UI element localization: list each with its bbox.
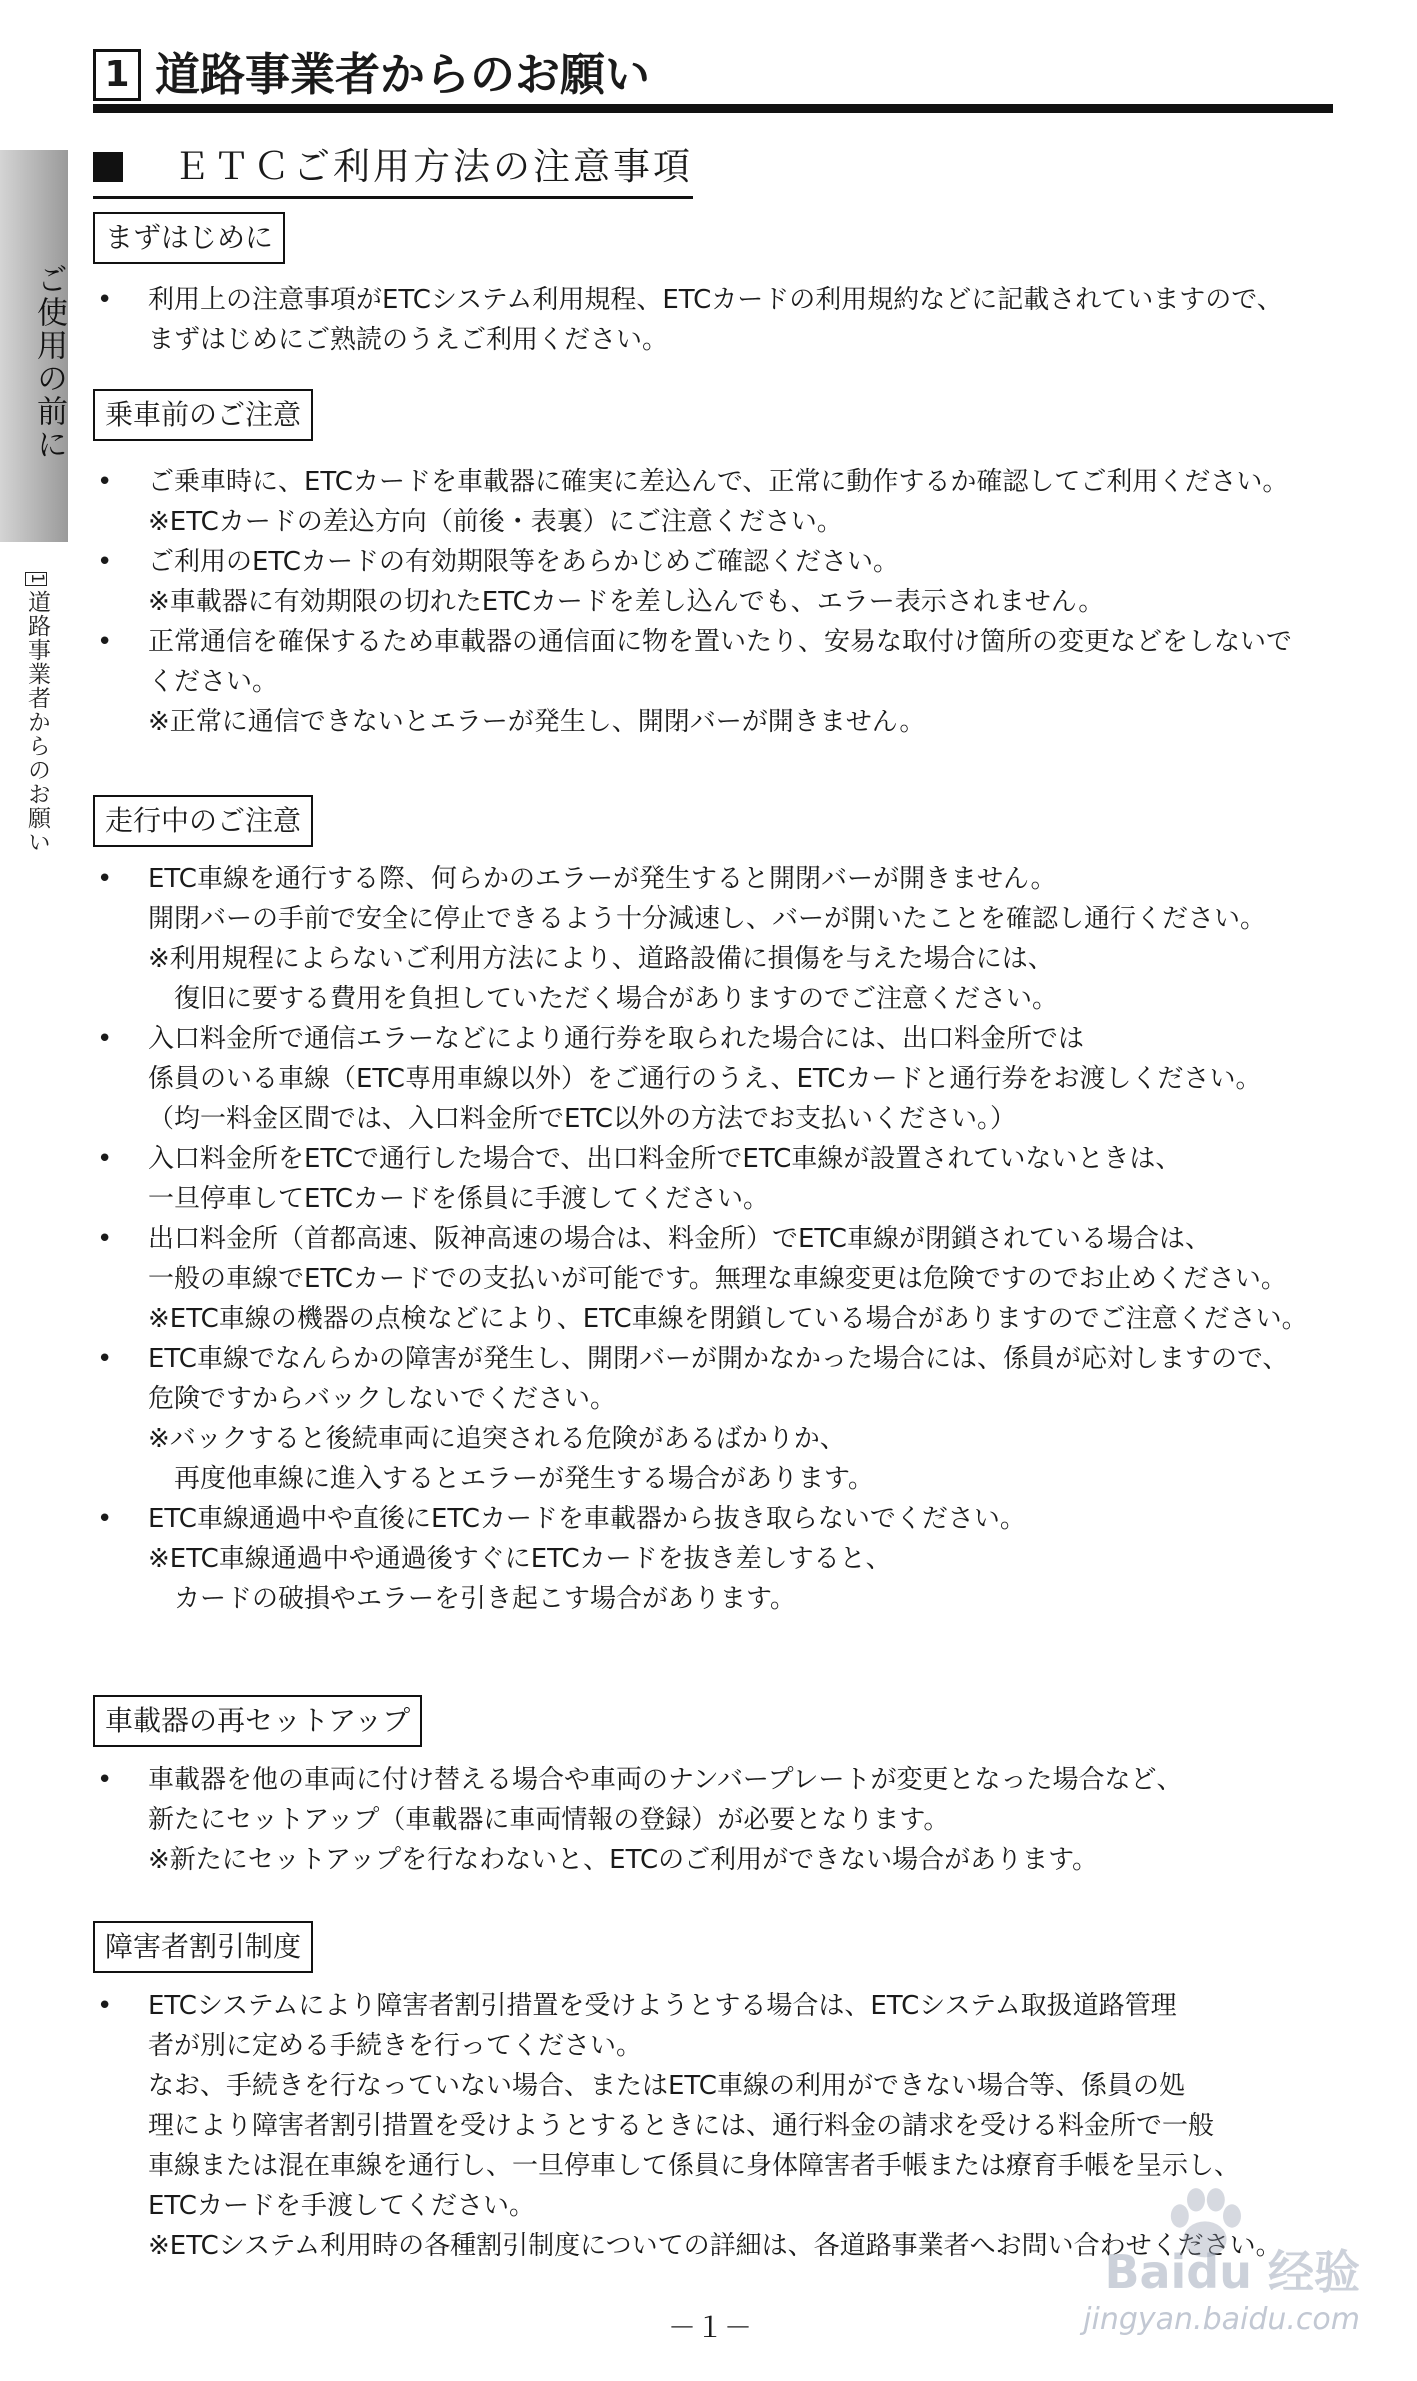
list-item: • 利用上の注意事項がETCシステム利用規程、ETCカードの利用規約などに記載されていますので、 まずはじめにご熟読のうえご利用ください。 (93, 280, 1343, 360)
title-text: 道路事業者からのお願い (155, 48, 651, 101)
list-while-driving (93, 859, 1343, 1619)
side-sub-label (18, 572, 52, 892)
list-item: • ご乗車時に、ETCカードを車載器に確実に差込んで、正常に動作するか確認してご利用ください。 ※ETCカードの差込方向（前後・表裏）にご注意ください。 (93, 462, 1343, 542)
list-item: • 入口料金所で通信エラーなどにより通行券を取られた場合には、出口料金所では 係員のいる車線（ETC専用車線以外）をご通行のうえ、ETCカードと通行券をお渡しください。 （均一料金区間では、入口料金所でETC以外の方法でお支払いください。） (93, 1019, 1343, 1139)
box-heading-first: まずはじめに (93, 212, 285, 264)
list-resetup (93, 1760, 1343, 1880)
list-item: • ETC車線通過中や直後にETCカードを車載器から抜き取らないでください。 ※ETC車線通過中や通過後すぐにETCカードを抜き差しすると、 カードの破損やエラーを引き起こす場合があります。 (93, 1499, 1343, 1619)
square-bullet-icon (93, 152, 123, 182)
watermark-brand: Baidu 经验 (1104, 2245, 1360, 2299)
side-sub-text: 道路事業者からのお願い (24, 589, 50, 854)
section-heading-text: ＥＴＣご利用方法の注意事項 (173, 145, 693, 188)
side-sub-number: 1 (27, 573, 47, 585)
list-item: • ETC車線でなんらかの障害が発生し、開閉バーが開かなかった場合には、係員が応対しますので、 危険ですからバックしないでください。 ※バックすると後続車両に追突される危険があるばかりか、 再度他車線に進入するとエラーが発生する場合があります。 (93, 1339, 1343, 1499)
list-before-riding (93, 462, 1343, 742)
list-first (93, 280, 1343, 360)
section-heading (93, 142, 693, 199)
box-heading-before-riding: 乗車前のご注意 (93, 389, 313, 441)
list-item: • ご利用のETCカードの有効期限等をあらかじめご確認ください。 ※車載器に有効期限の切れたETCカードを差し込んでも、エラー表示されません。 (93, 542, 1343, 622)
list-item: • 正常通信を確保するため車載器の通信面に物を置いたり、安易な取付け箇所の変更などをしないで ください。 ※正常に通信できないとエラーが発生し、開閉バーが開きません。 (93, 622, 1343, 742)
box-heading-disability-discount: 障害者割引制度 (93, 1921, 313, 1973)
list-item: • 出口料金所（首都高速、阪神高速の場合は、料金所）でETC車線が閉鎖されている場合は、 一般の車線でETCカードでの支払いが可能です。無理な車線変更は危険ですのでお止めください。 ※ETC車線の機器の点検などにより、ETC車線を閉鎖している場合がありますのでご注意ください。 (93, 1219, 1343, 1339)
list-item: • 車載器を他の車両に付け替える場合や車両のナンバープレートが変更となった場合など、 新たにセットアップ（車載器に車両情報の登録）が必要となります。 ※新たにセットアップを行なわないと、ETCのご利用ができない場合があります。 (93, 1760, 1343, 1880)
title-rule (93, 104, 1333, 113)
list-item: • ETC車線を通行する際、何らかのエラーが発生すると開閉バーが開きません。 開閉バーの手前で安全に停止できるよう十分減速し、バーが開いたことを確認し通行ください。 ※利用規程によらないご利用方法により、道路設備に損傷を与えた場合には、 復旧に要する費用を負担していただく場合がありますのでご注意ください。 (93, 859, 1343, 1019)
box-heading-while-driving: 走行中のご注意 (93, 795, 313, 847)
box-heading-resetup: 車載器の再セットアップ (93, 1695, 422, 1747)
watermark-url: jingyan.baidu.com (1083, 2302, 1360, 2337)
title-number: 1 (93, 49, 141, 101)
side-tab-label: ご使用の前に (31, 263, 67, 461)
list-item: • ETCシステムにより障害者割引措置を受けようとする場合は、ETCシステム取扱道路管理 者が別に定める手続きを行ってください。 なお、手続きを行なっていない場合、またはETC車線の利用ができない場合等、係員の処 理により障害者割引措置を受けようとするときには、通行料金の請求を受ける料金所で一般 車線または混在車線を通行し、一旦停車して係員に身体障害者手帳または療育手帳を呈示し、 ETCカードを手渡してください。 ※ETCシステム利用時の各種割引制度についての詳細は、各道路事業者へお問い合わせください。 (93, 1986, 1343, 2266)
page-number: －１－ (667, 2311, 752, 2344)
list-item: • 入口料金所をETCで通行した場合で、出口料金所でETC車線が設置されていないときは、 一旦停車してETCカードを係員に手渡してください。 (93, 1139, 1343, 1219)
page-title (93, 46, 1333, 104)
watermark (1000, 2180, 1360, 2350)
